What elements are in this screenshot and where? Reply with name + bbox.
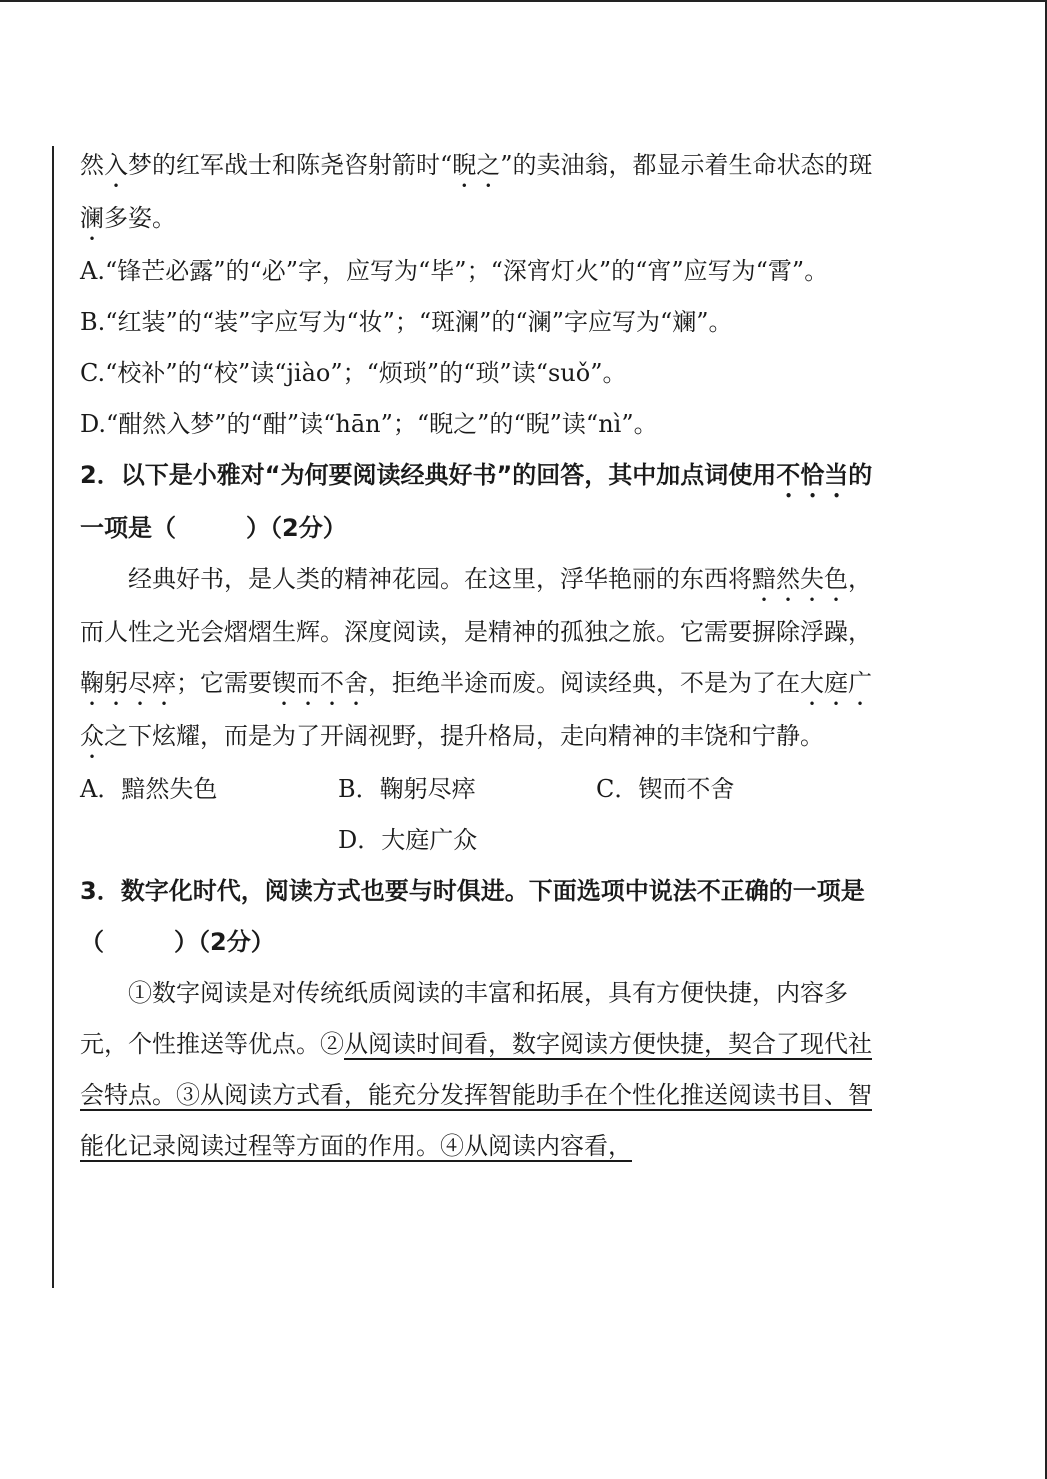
dotted-word: 睨之 — [452, 151, 501, 179]
q1-passage-continuation: 然入梦的红军战士和陈尧咨射箭时“睨之”的卖油翁，都显示着生命状态的斑澜多姿。 — [80, 151, 873, 232]
q1-option-b: B.“红装”的“装”字应写为“妆”；“斑澜”的“澜”字应写为“斓”。 — [80, 308, 733, 336]
q2-option-b: B．鞠躬尽瘁 — [338, 775, 476, 803]
dotted-char: 入 — [104, 151, 128, 179]
q2-option-a: A．黯然失色 — [80, 775, 218, 803]
q2-stem: 2．以下是小雅对“为何要阅读经典好书”的回答，其中加点词使用不恰当的一项是（ ）（2分） — [80, 461, 873, 542]
underlined-text: 从阅读时间看，数字阅读方便快捷，契合了现代社会特点。③从阅读方式看，能充分发挥智能助手在个性化推送阅读书目、智能化记录阅读过程等方面的作用。④从阅读内容看， — [80, 1030, 872, 1160]
q2-option-c: C．锲而不舍 — [596, 775, 735, 803]
q3-stem: 3．数字化时代，阅读方式也要与时俱进。下面选项中说法不正确的一项是（ ）（2分） — [80, 877, 865, 956]
q2-option-d: D．大庭广众 — [338, 826, 478, 854]
binding-margin-line — [52, 146, 54, 1288]
dotted-word-b: 鞠躬尽瘁 — [80, 669, 176, 697]
dotted-word-a: 黯然失色 — [752, 565, 848, 593]
exam-content — [80, 140, 880, 1172]
dotted-word-c: 锲而不舍 — [272, 669, 368, 697]
q2-passage: 经典好书，是人类的精神花园。在这里，浮华艳丽的东西将黯然失色，而人性之光会熠熠生辉。深度阅读，是精神的孤独之旅。它需要摒除浮躁，鞠躬尽瘁；它需要锲而不舍，拒绝半途而废。阅读经典，不是为了在大庭广众之下炫耀，而是为了开阔视野，提升格局，走向精神的丰饶和宁静。 — [80, 565, 872, 750]
dotted-word-d: 大庭广众 — [80, 669, 872, 750]
q3-passage: ①数字阅读是对传统纸质阅读的丰富和拓展，具有方便快捷，内容多元，个性推送等优点。②从阅读时间看，数字阅读方便快捷，契合了现代社会特点。③从阅读方式看，能充分发挥智能助手在个性化推送阅读书目、智能化记录阅读过程等方面的作用。④从阅读内容看， — [80, 979, 872, 1160]
q2-options-row — [80, 764, 880, 815]
dotted-char: 澜 — [80, 204, 104, 232]
q1-option-c: C.“校补”的“校”读“jiào”；“烦琐”的“琐”读“suǒ”。 — [80, 359, 627, 387]
q1-option-a: A.“锋芒必露”的“必”字，应写为“毕”；“深宵灯火”的“宵”应写为“霄”。 — [80, 257, 829, 285]
q1-option-d: D.“酣然入梦”的“酣”读“hān”；“睨之”的“睨”读“nì”。 — [80, 410, 658, 438]
